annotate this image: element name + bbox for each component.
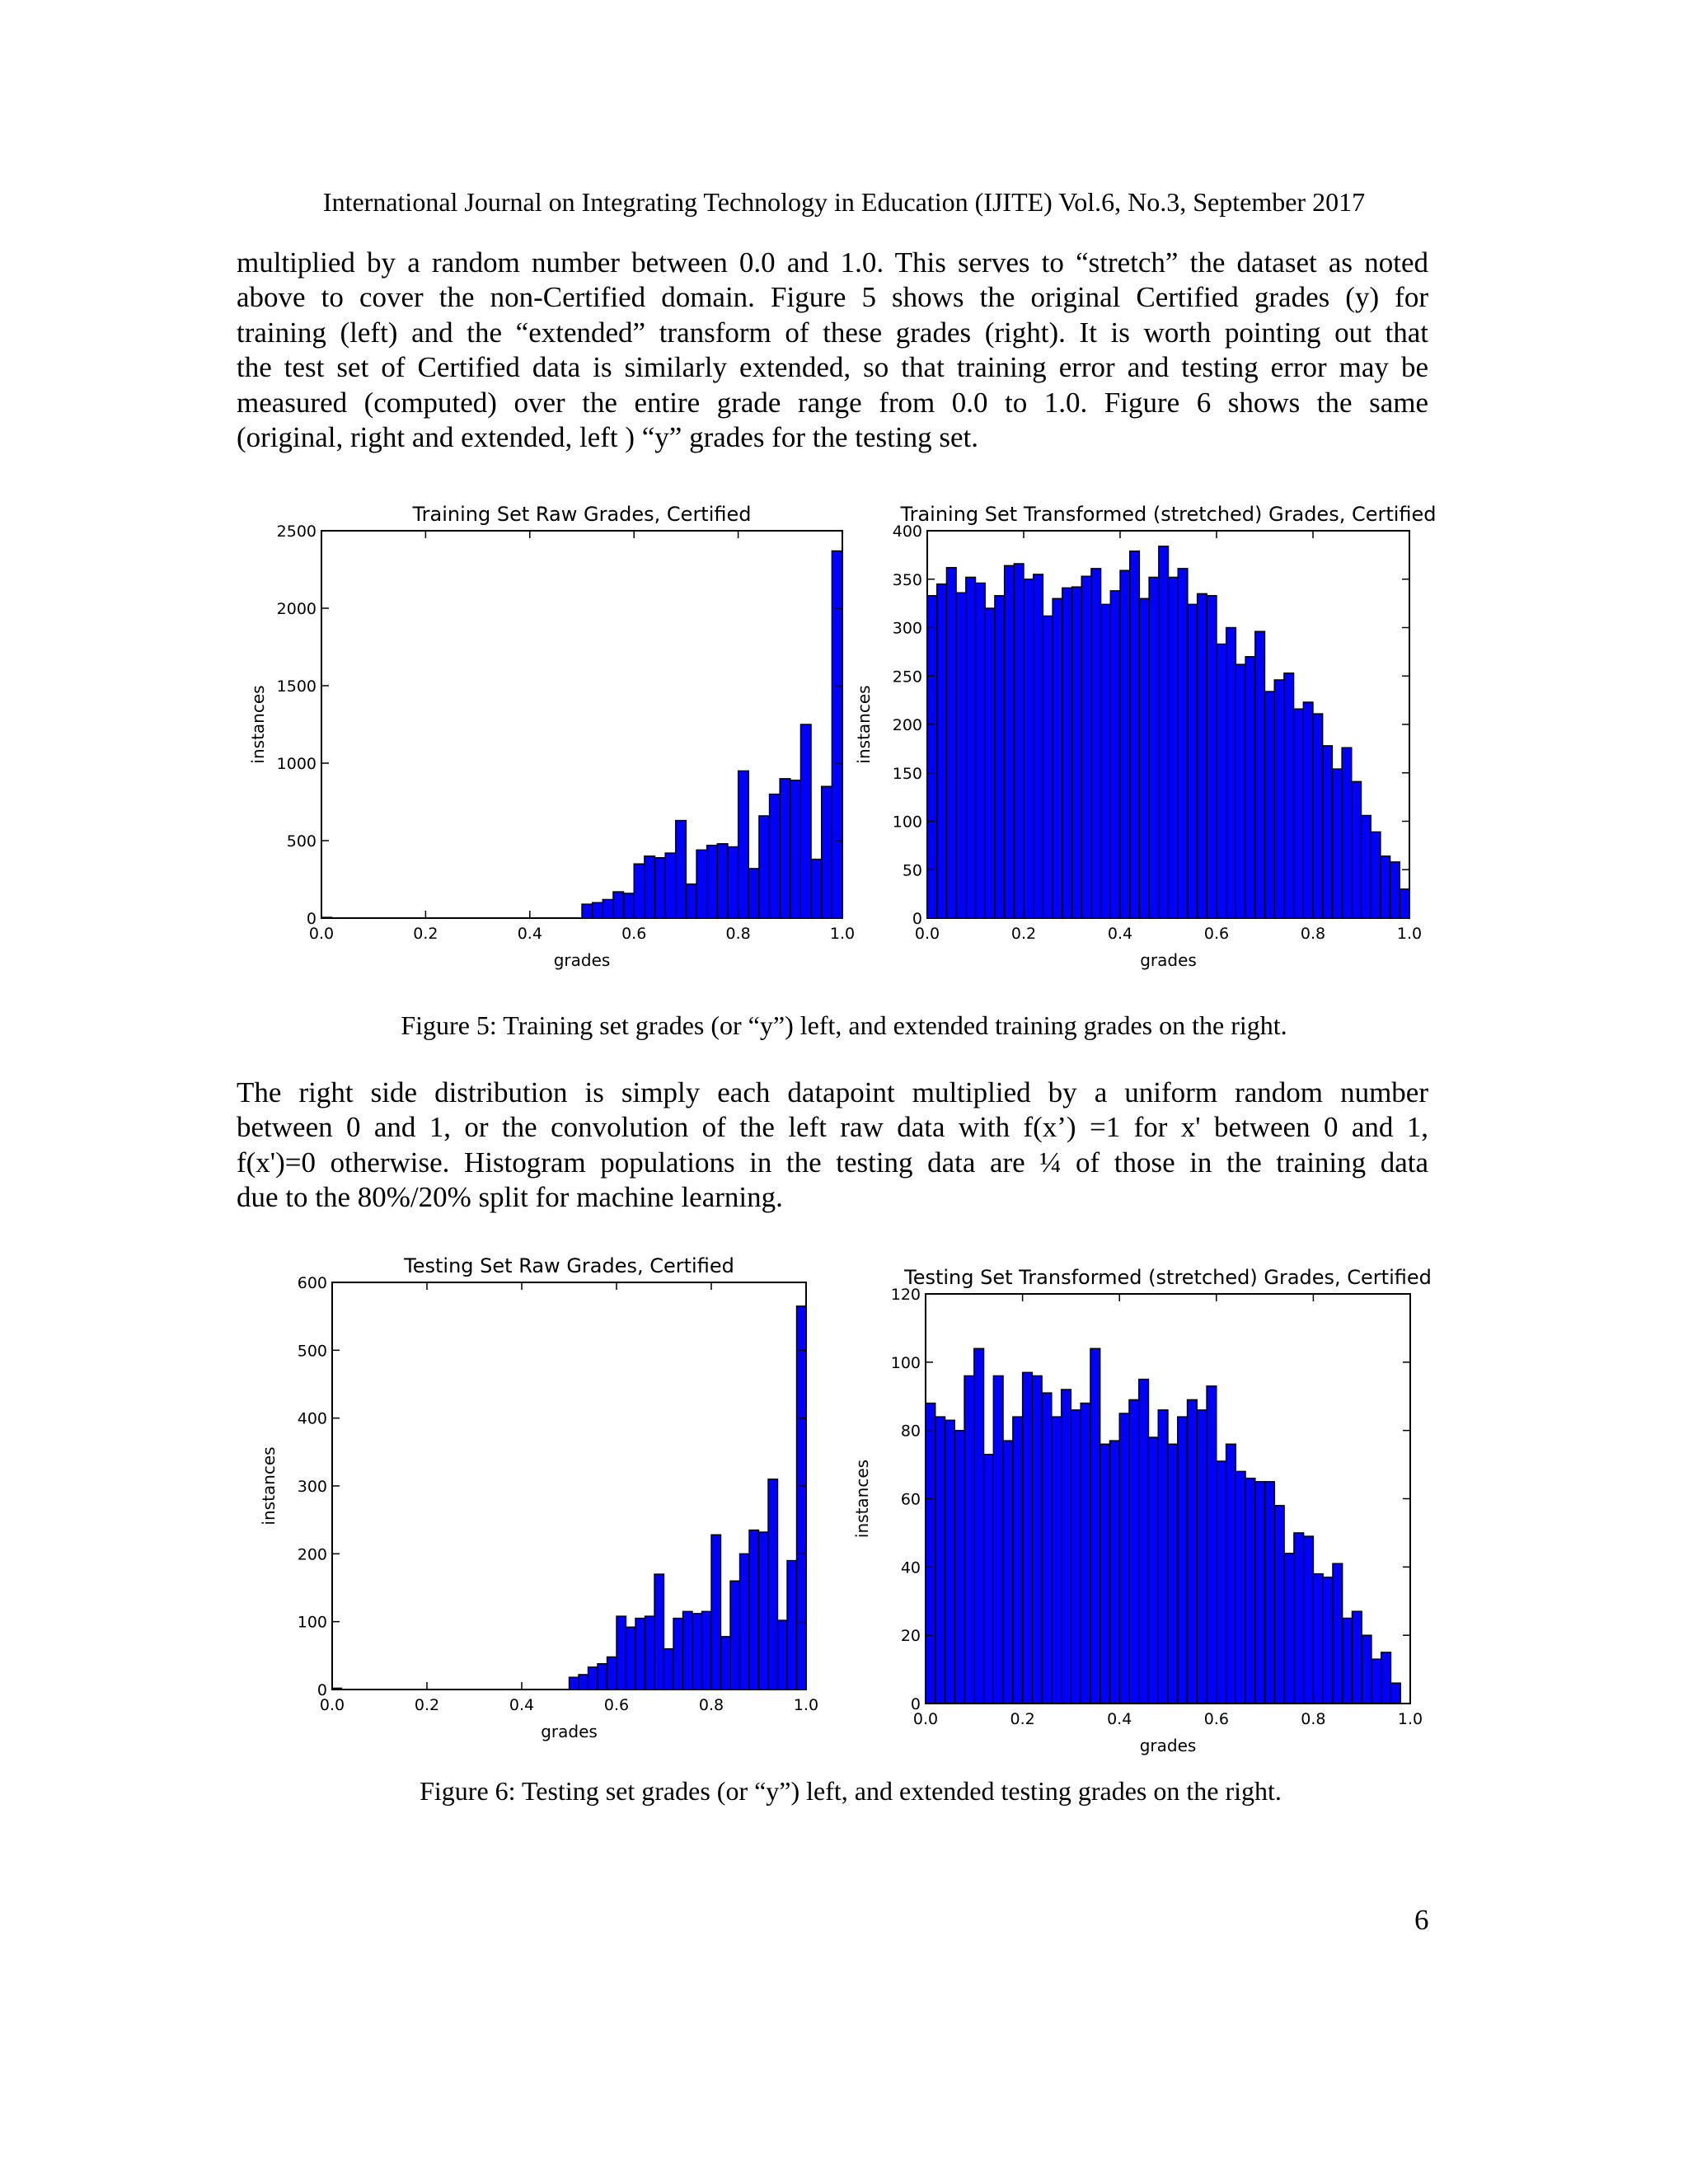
histogram-bar [1294, 1533, 1304, 1704]
histogram-bar [683, 1611, 693, 1690]
y-tick-label: 400 [297, 1409, 327, 1428]
histogram-bar [945, 1420, 955, 1704]
histogram-bar [1255, 631, 1265, 918]
histogram-bar [1284, 673, 1294, 918]
y-tick-label: 120 [890, 1286, 921, 1304]
y-tick-label: 100 [892, 813, 922, 832]
paragraph-line: f(x')=0 otherwise. Histogram populations in the testing data are ¼ of those in the training data [237, 1146, 1428, 1179]
histogram-bar [926, 1404, 935, 1704]
histogram-bar [1158, 1410, 1168, 1704]
histogram-bar [768, 1479, 778, 1690]
histogram-bar [593, 902, 603, 918]
histogram-bar [1400, 889, 1409, 918]
histogram-bar [1159, 546, 1169, 918]
histogram-bar [603, 899, 613, 918]
histogram-bar [1294, 709, 1304, 918]
paragraph-line: due to the 80%/20% split for machine learning. [237, 1181, 783, 1214]
histogram-bar [1062, 1390, 1071, 1704]
histogram-bar [790, 780, 801, 918]
y-tick-label: 0 [316, 1681, 327, 1699]
paragraph-line: multiplied by a random number between 0.0 and 1.0. This serves to “stretch” the dataset as noted [237, 246, 1428, 279]
histogram-bar [730, 1581, 740, 1690]
paragraph-line: The right side distribution is simply each datapoint multiplied by a uniform random number [237, 1076, 1428, 1108]
x-tick-label: 0.0 [912, 1710, 939, 1728]
histogram-bar [1081, 576, 1091, 918]
histogram-bar [1052, 1417, 1062, 1704]
histogram-bar [1342, 748, 1352, 918]
histogram-bar [1139, 598, 1149, 918]
paragraph-line: training (left) and the “extended” transform of these grades (right). It is worth pointing out that [237, 316, 1428, 349]
histogram-bar [797, 1306, 807, 1690]
training-raw-histogram [239, 494, 865, 981]
histogram-bar [1034, 574, 1043, 918]
histogram-bar [1390, 862, 1400, 918]
x-tick-label: 0.6 [1203, 1710, 1229, 1728]
histogram-bar [1188, 604, 1198, 918]
histogram-bar [1313, 1574, 1323, 1704]
y-axis-label: instances [852, 1459, 872, 1539]
histogram-bar [645, 1616, 655, 1690]
y-tick-label: 0 [306, 910, 316, 928]
y-tick-label: 0 [910, 1695, 921, 1713]
histogram-bar [1120, 570, 1130, 918]
histogram-bar [759, 1532, 769, 1690]
y-tick-label: 250 [892, 668, 922, 687]
histogram-bar [1303, 702, 1313, 918]
histogram-bar [1381, 1652, 1391, 1704]
figure-6-caption: Figure 6: Testing set grades (or “y”) left, and extended testing grades on the right. [420, 1776, 1282, 1806]
histogram-bar [935, 1417, 945, 1704]
histogram-bar [1245, 1479, 1255, 1704]
y-tick-label: 80 [900, 1422, 921, 1441]
histogram-bar [1168, 1444, 1178, 1704]
testing-transformed-histogram [852, 1257, 1434, 1768]
histogram-bar [707, 846, 718, 918]
x-tick-label: 0.8 [1301, 1710, 1326, 1728]
paragraph-line: between 0 and 1, or the convolution of the left raw data with f(x’) =1 for x' between 0 and 1, [237, 1111, 1428, 1144]
y-tick-label: 100 [890, 1353, 921, 1372]
histogram-bar [1130, 551, 1140, 918]
histogram-bar [800, 724, 811, 918]
histogram-bar [780, 779, 790, 918]
histogram-bar [1042, 1393, 1052, 1704]
histogram-bar [984, 1455, 994, 1704]
y-tick-label: 100 [297, 1613, 327, 1632]
histogram-bar [665, 853, 676, 918]
histogram-bar [1274, 1506, 1284, 1704]
chart-title: Training Set Raw Grades, Certified [412, 503, 752, 526]
y-tick-label: 60 [900, 1490, 921, 1509]
histogram-bar [624, 893, 635, 918]
x-tick-label: 0.0 [319, 1696, 345, 1714]
histogram-bar [946, 568, 956, 918]
histogram-bar [1024, 579, 1034, 918]
y-axis-label: instances [259, 1446, 279, 1526]
histogram-bar [1217, 644, 1226, 918]
x-tick-label: 0.8 [725, 925, 751, 943]
histogram-bar [778, 1620, 788, 1690]
x-axis-label: grades [553, 950, 611, 970]
histogram-bar [1390, 1683, 1400, 1704]
histogram-bar [645, 856, 655, 918]
y-tick-label: 200 [297, 1545, 327, 1564]
x-tick-label: 1.0 [1396, 925, 1423, 943]
histogram-bar [635, 1619, 645, 1690]
histogram-bar [1090, 1348, 1100, 1704]
histogram-bar [1352, 781, 1362, 918]
histogram-bar [1362, 1635, 1372, 1704]
paragraph-line: above to cover the non-Certified domain. Figure 5 shows the original Certified grades (y) for [237, 281, 1428, 314]
histogram-bar [1236, 1471, 1245, 1704]
histogram-bar [696, 850, 707, 918]
chart-title: Training Set Transformed (stretched) Grades, Certified [900, 503, 1437, 526]
histogram-bar [1149, 577, 1159, 918]
histogram-bar [634, 864, 645, 918]
histogram-bar [1362, 815, 1372, 918]
x-tick-label: 0.8 [698, 1696, 724, 1714]
x-tick-label: 0.2 [414, 1696, 440, 1714]
histogram-bar [964, 1376, 974, 1704]
y-tick-label: 300 [892, 619, 922, 638]
histogram-bar [954, 1431, 964, 1704]
histogram-bar [1091, 569, 1101, 918]
histogram-bar [966, 577, 976, 918]
histogram-bar [717, 844, 728, 918]
paragraph-2 [237, 1076, 1428, 1216]
histogram-bar [728, 847, 738, 918]
histogram-bar [1372, 1659, 1381, 1704]
histogram-bar [686, 884, 696, 918]
histogram-bar [711, 1535, 721, 1690]
y-tick-label: 40 [900, 1558, 921, 1577]
chart-title: Testing Set Transformed (stretched) Grades, Certified [904, 1266, 1432, 1289]
paragraph-1 [237, 246, 1428, 455]
y-tick-label: 300 [297, 1478, 327, 1496]
y-axis-label: instances [854, 685, 874, 764]
y-tick-label: 2000 [276, 600, 316, 618]
x-tick-label: 0.0 [914, 925, 940, 943]
histogram-bar [607, 1657, 617, 1690]
x-tick-label: 0.4 [1107, 925, 1133, 943]
histogram-bar [1169, 577, 1179, 918]
x-tick-label: 0.4 [1107, 1710, 1132, 1728]
chart-title: Testing Set Raw Grades, Certified [404, 1254, 734, 1277]
histogram-bar [1343, 1618, 1353, 1704]
histogram-bar [1100, 1444, 1110, 1704]
histogram-bar [1101, 604, 1111, 918]
histogram-bar [937, 584, 947, 918]
histogram-bar [770, 794, 781, 918]
histogram-bar [1198, 593, 1207, 918]
testing-raw-histogram [259, 1244, 841, 1755]
histogram-bar [1255, 1482, 1265, 1704]
histogram-bar [1071, 1410, 1081, 1704]
histogram-bar [1148, 1437, 1158, 1704]
x-tick-label: 1.0 [1397, 1710, 1423, 1728]
histogram-bar [654, 1574, 664, 1690]
histogram-bar [1333, 1563, 1343, 1704]
x-tick-label: 0.6 [621, 925, 647, 943]
histogram-bar [748, 869, 759, 918]
histogram-bar [617, 1616, 626, 1690]
histogram-bar [822, 786, 832, 918]
histogram-bar [1109, 1441, 1119, 1704]
histogram-bar [570, 1677, 579, 1690]
histogram-bar [1304, 1536, 1314, 1704]
histogram-bar [1119, 1413, 1129, 1704]
x-axis-label: grades [541, 1722, 598, 1741]
y-tick-label: 50 [902, 861, 922, 880]
y-tick-label: 20 [900, 1627, 921, 1646]
paragraph-line: the test set of Certified data is similarly extended, so that training error and testing error may be [237, 351, 1428, 384]
histogram-bar [1323, 1577, 1333, 1704]
histogram-bar [1236, 664, 1245, 918]
y-tick-label: 150 [892, 764, 922, 783]
histogram-bar [598, 1664, 607, 1690]
paragraph-line: measured (computed) over the entire grade range from 0.0 to 1.0. Figure 6 shows the same [237, 386, 1428, 419]
histogram-bar [738, 771, 749, 918]
histogram-bar [976, 583, 986, 918]
histogram-bar [673, 1619, 683, 1690]
histogram-bar [676, 821, 687, 918]
histogram-bar [582, 904, 593, 918]
histogram-bar [1188, 1399, 1198, 1704]
training-transformed-histogram [854, 494, 1437, 981]
page-number: 6 [1414, 1904, 1429, 1936]
histogram-bar [749, 1530, 759, 1690]
histogram-bar [664, 1649, 674, 1690]
y-tick-label: 500 [286, 832, 316, 851]
histogram-bar [1381, 856, 1390, 918]
y-tick-label: 2500 [276, 523, 316, 541]
y-tick-label: 0 [912, 910, 922, 928]
histogram-bar [1226, 628, 1236, 919]
y-tick-label: 1500 [276, 677, 316, 696]
histogram-bar [1226, 1444, 1236, 1704]
figure-5-caption: Figure 5: Training set grades (or “y”) left, and extended training grades on the right. [401, 1010, 1287, 1040]
histogram-bar [1178, 1417, 1188, 1704]
histogram-bar [702, 1611, 712, 1690]
x-tick-label: 0.6 [1203, 925, 1230, 943]
histogram-bar [787, 1561, 797, 1690]
histogram-bar [1005, 565, 1015, 918]
histogram-bar [985, 608, 995, 918]
histogram-bar [1178, 569, 1188, 918]
histogram-bar [1139, 1380, 1149, 1704]
histogram-bar [654, 858, 665, 918]
histogram-bar [1003, 1441, 1013, 1704]
histogram-bar [1014, 564, 1024, 918]
y-tick-label: 500 [297, 1342, 327, 1361]
histogram-bar [1129, 1399, 1139, 1704]
paragraph-line: (original, right and extended, left ) “y” grades for the testing set. [237, 421, 978, 454]
histogram-bar [1284, 1554, 1294, 1704]
histogram-bar [832, 551, 842, 918]
histogram-bar [626, 1627, 636, 1690]
y-tick-label: 400 [892, 523, 922, 541]
histogram-bar [1032, 1376, 1042, 1704]
histogram-bar [740, 1554, 750, 1690]
x-axis-label: grades [1140, 950, 1197, 970]
histogram-bar [1265, 1482, 1275, 1704]
histogram-bar [1072, 587, 1082, 918]
x-tick-label: 0.2 [413, 925, 438, 943]
x-tick-label: 0.8 [1300, 925, 1326, 943]
histogram-bar [1313, 714, 1323, 918]
histogram-bar [1081, 1404, 1090, 1704]
histogram-bar [1352, 1611, 1362, 1704]
x-tick-label: 1.0 [829, 925, 856, 943]
histogram-bar [1274, 680, 1284, 918]
histogram-bar [1332, 769, 1342, 918]
y-tick-label: 1000 [276, 755, 316, 773]
histogram-bar [1110, 591, 1120, 918]
histogram-bar [993, 1376, 1003, 1704]
x-tick-label: 1.0 [793, 1696, 819, 1714]
y-tick-label: 600 [297, 1274, 327, 1292]
x-tick-label: 0.2 [1010, 925, 1037, 943]
x-tick-label: 0.4 [509, 1696, 535, 1714]
histogram-bar [1207, 1386, 1217, 1704]
x-tick-label: 0.4 [517, 925, 542, 943]
histogram-bar [1043, 616, 1053, 918]
y-axis-label: instances [248, 685, 268, 764]
y-tick-label: 200 [892, 716, 922, 734]
running-header: International Journal on Integrating Technology in Education (IJITE) Vol.6, No.3, September 2017 [322, 187, 1366, 217]
histogram-bar [692, 1614, 702, 1690]
histogram-bar [995, 596, 1005, 918]
histogram-bar [1371, 832, 1381, 918]
histogram-bar [613, 892, 624, 918]
histogram-bar [1323, 746, 1333, 918]
histogram-bar [721, 1637, 731, 1690]
histogram-bar [1053, 598, 1062, 918]
histogram-bar [811, 860, 822, 918]
histogram-bar [1013, 1417, 1023, 1704]
histogram-bar [956, 593, 966, 918]
x-tick-label: 0.0 [308, 925, 335, 943]
histogram-bar [1245, 657, 1255, 918]
x-axis-label: grades [1139, 1736, 1197, 1755]
x-tick-label: 0.6 [603, 1696, 630, 1714]
y-tick-label: 350 [892, 570, 922, 589]
histogram-bar [759, 816, 770, 918]
histogram-bar [588, 1667, 598, 1690]
histogram-bar [1207, 596, 1217, 918]
histogram-bar [1217, 1461, 1226, 1704]
histogram-bar [974, 1348, 984, 1704]
histogram-bar [1197, 1410, 1207, 1704]
histogram-bar [579, 1675, 588, 1690]
histogram-bar [1265, 691, 1275, 918]
histogram-bar [1062, 588, 1072, 918]
x-tick-label: 0.2 [1010, 1710, 1035, 1728]
histogram-bar [1023, 1372, 1033, 1704]
